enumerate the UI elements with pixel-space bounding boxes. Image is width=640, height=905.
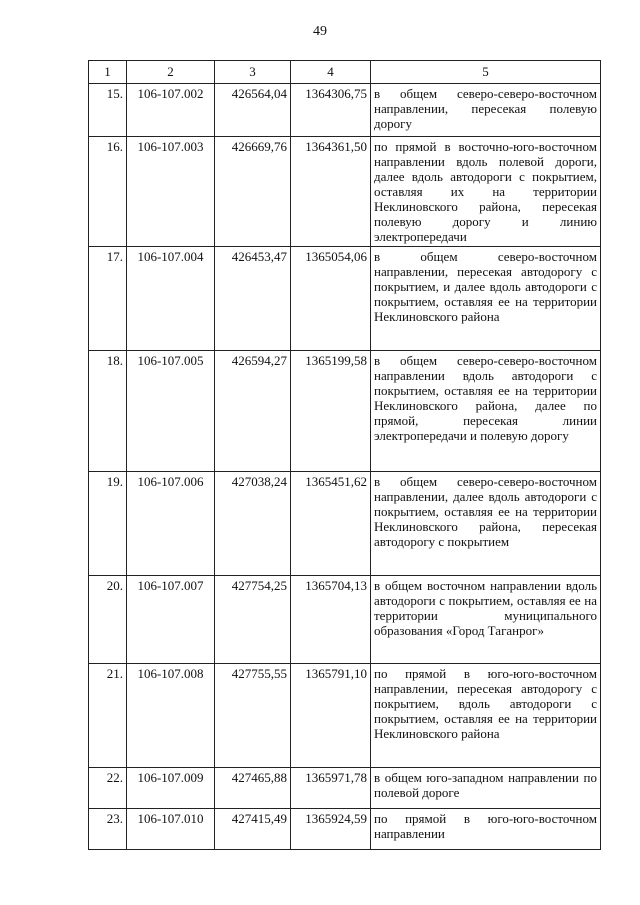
column-header: 4: [291, 61, 371, 84]
row-number: 16.: [89, 137, 127, 247]
row-number: 18.: [89, 351, 127, 472]
row-number: 15.: [89, 84, 127, 137]
point-code: 106-107.005: [127, 351, 215, 472]
table-row: [89, 351, 601, 472]
row-number: 19.: [89, 472, 127, 576]
coordinate-y: 1365971,78: [291, 768, 371, 809]
point-code: 106-107.010: [127, 809, 215, 850]
table-row: [89, 664, 601, 768]
table-row: [89, 247, 601, 351]
table-row: [89, 84, 601, 137]
coordinate-y: 1365199,58: [291, 351, 371, 472]
coordinate-y: 1364361,50: [291, 137, 371, 247]
row-number: 17.: [89, 247, 127, 351]
boundary-description: по прямой в юго-юго-восточном направлении, пересекая автодорогу с покрытием, вдоль автодороги с покрытием, оставляя ее на территории Неклиновского района: [371, 664, 601, 768]
row-number: 21.: [89, 664, 127, 768]
coordinate-y: 1365054,06: [291, 247, 371, 351]
point-code: 106-107.002: [127, 84, 215, 137]
point-code: 106-107.004: [127, 247, 215, 351]
table-row: [89, 472, 601, 576]
point-code: 106-107.008: [127, 664, 215, 768]
boundary-description: в общем северо-северо-восточном направлении вдоль автодороги с покрытием, оставляя ее на территории Неклиновского района, далее по прямой, пересекая линии электропередачи и полевую дорогу: [371, 351, 601, 472]
coordinate-y: 1365704,13: [291, 576, 371, 664]
boundary-description: в общем северо-северо-восточном направлении, далее вдоль автодороги с покрытием, оставляя ее на территории Неклиновского района, пересекая автодорогу с покрытием: [371, 472, 601, 576]
row-number: 20.: [89, 576, 127, 664]
row-number: 22.: [89, 768, 127, 809]
boundary-description: по прямой в юго-юго-восточном направлении: [371, 809, 601, 850]
table-row: [89, 137, 601, 247]
table-row: [89, 576, 601, 664]
table-row: [89, 768, 601, 809]
boundary-table: [88, 60, 601, 850]
coordinate-x: 426564,04: [215, 84, 291, 137]
boundary-description: по прямой в восточно-юго-восточном направлении вдоль полевой дороги, далее вдоль автодороги с покрытием, оставляя их на территории Неклиновского района, пересекая полевую дорогу и линию электропередачи: [371, 137, 601, 247]
coordinate-x: 427754,25: [215, 576, 291, 664]
column-header: 2: [127, 61, 215, 84]
coordinate-x: 427465,88: [215, 768, 291, 809]
boundary-description: в общем северо-восточном направлении, пересекая автодорогу с покрытием, и далее вдоль автодороги с покрытием, оставляя ее на территории Неклиновского района: [371, 247, 601, 351]
coordinate-x: 427755,55: [215, 664, 291, 768]
coordinate-x: 426669,76: [215, 137, 291, 247]
coordinate-y: 1365924,59: [291, 809, 371, 850]
coordinate-x: 427415,49: [215, 809, 291, 850]
column-header: 1: [89, 61, 127, 84]
coordinate-y: 1365451,62: [291, 472, 371, 576]
row-number: 23.: [89, 809, 127, 850]
column-header: 3: [215, 61, 291, 84]
boundary-description: в общем восточном направлении вдоль автодороги с покрытием, оставляя ее на территории муниципального образования «Город Таганрог»: [371, 576, 601, 664]
header-row: [89, 61, 601, 84]
page-number: 49: [313, 24, 327, 39]
coordinate-x: 426594,27: [215, 351, 291, 472]
table-row: [89, 809, 601, 850]
point-code: 106-107.007: [127, 576, 215, 664]
point-code: 106-107.009: [127, 768, 215, 809]
coordinate-x: 427038,24: [215, 472, 291, 576]
point-code: 106-107.006: [127, 472, 215, 576]
boundary-description: в общем северо-северо-восточном направлении, пересекая полевую дорогу: [371, 84, 601, 137]
coordinate-y: 1365791,10: [291, 664, 371, 768]
coordinate-x: 426453,47: [215, 247, 291, 351]
coordinate-y: 1364306,75: [291, 84, 371, 137]
column-header: 5: [371, 61, 601, 84]
point-code: 106-107.003: [127, 137, 215, 247]
boundary-description: в общем юго-западном направлении по полевой дороге: [371, 768, 601, 809]
